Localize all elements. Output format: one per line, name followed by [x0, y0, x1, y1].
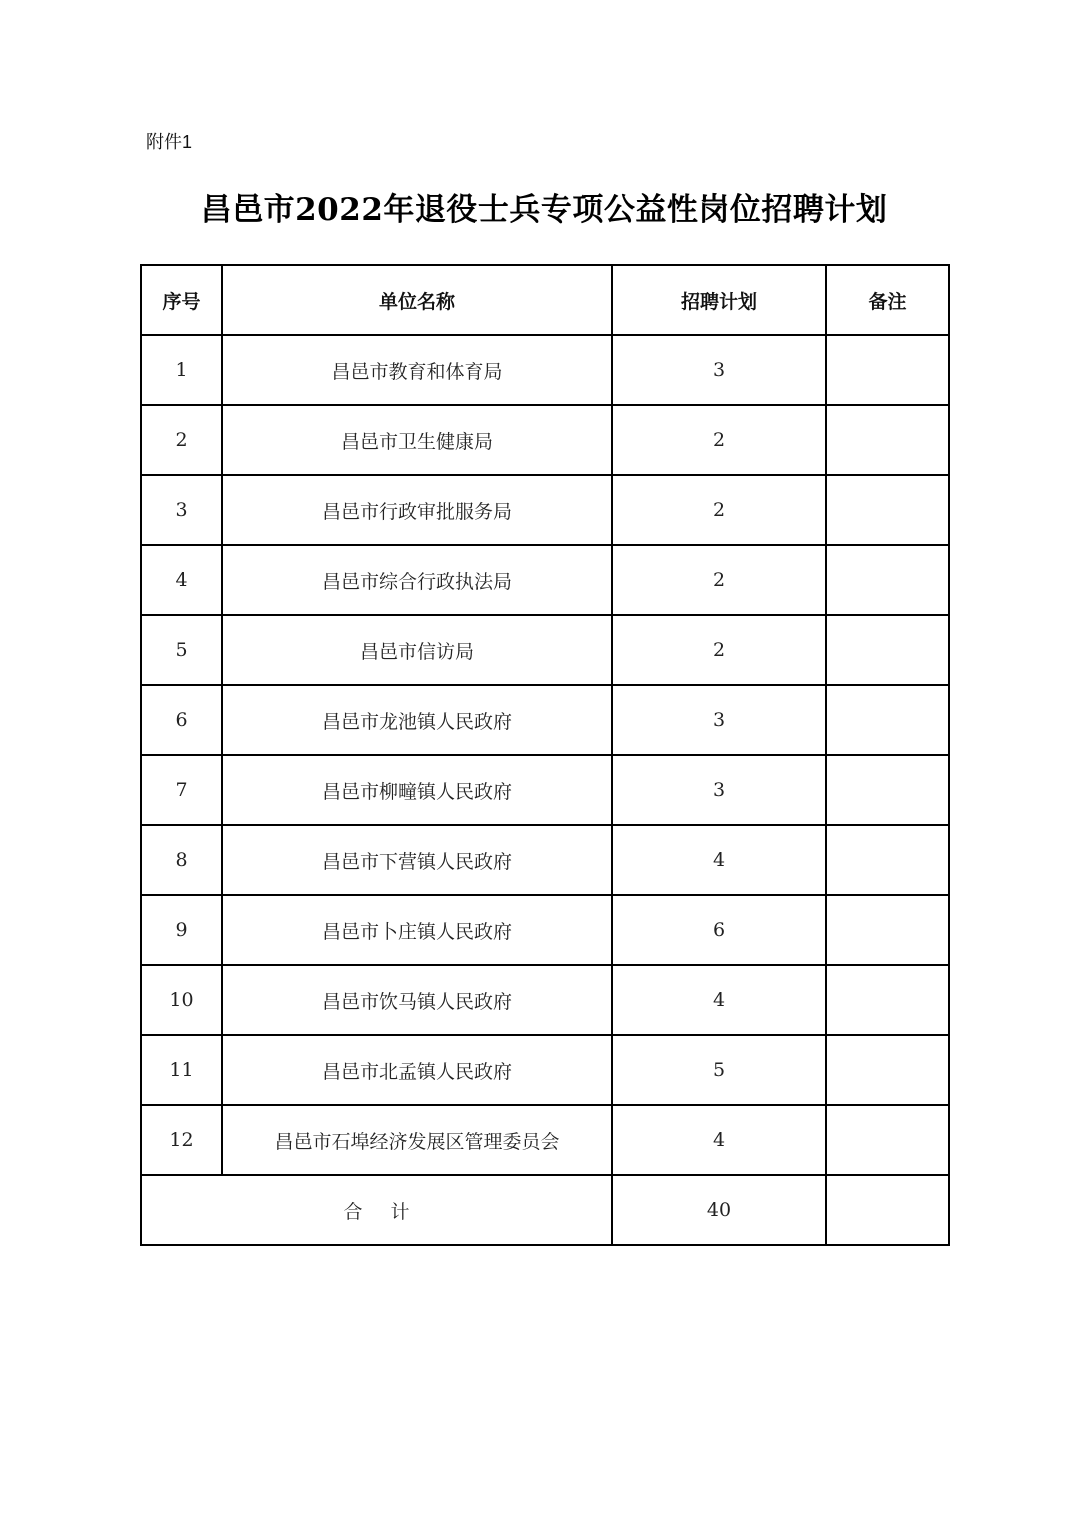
table-row	[141, 335, 949, 405]
table-body	[141, 335, 949, 1245]
row-no: 4	[141, 545, 222, 615]
table-row	[141, 895, 949, 965]
table-row	[141, 545, 949, 615]
row-plan: 3	[612, 335, 826, 405]
row-note	[826, 895, 949, 965]
total-row	[141, 1175, 949, 1245]
row-unit: 昌邑市柳疃镇人民政府	[222, 755, 612, 825]
row-unit: 昌邑市行政审批服务局	[222, 475, 612, 545]
row-note	[826, 1105, 949, 1175]
row-no: 2	[141, 405, 222, 475]
row-note	[826, 1035, 949, 1105]
row-no: 3	[141, 475, 222, 545]
row-plan: 2	[612, 545, 826, 615]
row-note	[826, 615, 949, 685]
row-plan: 3	[612, 685, 826, 755]
row-no: 7	[141, 755, 222, 825]
row-plan: 3	[612, 755, 826, 825]
row-unit: 昌邑市龙池镇人民政府	[222, 685, 612, 755]
table-row	[141, 1105, 949, 1175]
row-note	[826, 475, 949, 545]
row-plan: 2	[612, 615, 826, 685]
total-label: 合计	[141, 1175, 612, 1245]
row-plan: 4	[612, 825, 826, 895]
row-plan: 4	[612, 965, 826, 1035]
row-no: 5	[141, 615, 222, 685]
header-no: 序号	[141, 265, 222, 335]
table-row	[141, 615, 949, 685]
row-unit: 昌邑市北孟镇人民政府	[222, 1035, 612, 1105]
row-no: 8	[141, 825, 222, 895]
table-row	[141, 825, 949, 895]
row-unit: 昌邑市信访局	[222, 615, 612, 685]
row-note	[826, 545, 949, 615]
header-note: 备注	[826, 265, 949, 335]
row-plan: 6	[612, 895, 826, 965]
total-plan: 40	[612, 1175, 826, 1245]
header-row	[141, 265, 949, 335]
document-title: 昌邑市2022年退役士兵专项公益性岗位招聘计划	[200, 192, 888, 228]
row-no: 12	[141, 1105, 222, 1175]
table-row	[141, 1035, 949, 1105]
row-note	[826, 685, 949, 755]
row-no: 10	[141, 965, 222, 1035]
row-no: 1	[141, 335, 222, 405]
attachment-label: 附件1	[146, 132, 193, 152]
row-plan: 5	[612, 1035, 826, 1105]
header-plan: 招聘计划	[612, 265, 826, 335]
row-unit: 昌邑市卜庄镇人民政府	[222, 895, 612, 965]
table-row	[141, 685, 949, 755]
row-unit: 昌邑市下营镇人民政府	[222, 825, 612, 895]
row-note	[826, 965, 949, 1035]
header-unit: 单位名称	[222, 265, 612, 335]
row-plan: 2	[612, 405, 826, 475]
row-note	[826, 755, 949, 825]
row-no: 11	[141, 1035, 222, 1105]
table-row	[141, 755, 949, 825]
row-note	[826, 825, 949, 895]
row-unit: 昌邑市卫生健康局	[222, 405, 612, 475]
table-row	[141, 405, 949, 475]
recruitment-plan-table	[140, 264, 950, 1246]
row-no: 6	[141, 685, 222, 755]
table-header	[141, 265, 949, 335]
row-plan: 4	[612, 1105, 826, 1175]
row-no: 9	[141, 895, 222, 965]
table-row	[141, 475, 949, 545]
row-unit: 昌邑市教育和体育局	[222, 335, 612, 405]
row-note	[826, 405, 949, 475]
row-unit: 昌邑市饮马镇人民政府	[222, 965, 612, 1035]
total-note	[826, 1175, 949, 1245]
row-plan: 2	[612, 475, 826, 545]
row-unit: 昌邑市石埠经济发展区管理委员会	[222, 1105, 612, 1175]
row-unit: 昌邑市综合行政执法局	[222, 545, 612, 615]
row-note	[826, 335, 949, 405]
table-row	[141, 965, 949, 1035]
